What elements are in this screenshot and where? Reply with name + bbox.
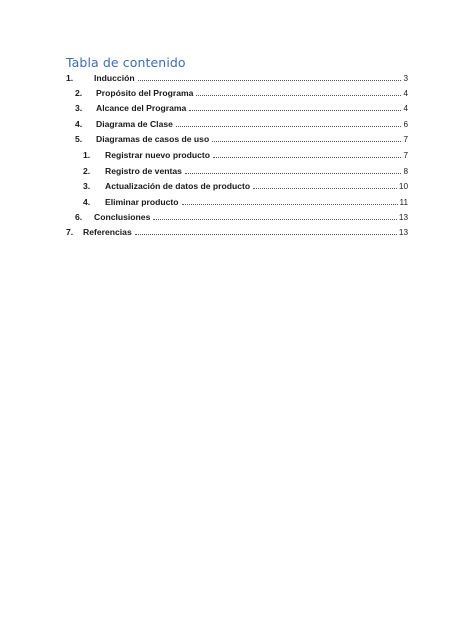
- dot-leader: [196, 94, 401, 96]
- toc-entry-number: 1.: [66, 73, 74, 83]
- toc-entry-registrar-producto[interactable]: [83, 148, 408, 160]
- toc-entry-label: Diagrama de Clase: [96, 119, 173, 129]
- toc-entry-label: Actualización de datos de producto: [105, 181, 251, 191]
- toc-entry-casos-uso[interactable]: [75, 132, 408, 144]
- toc-entry-page: 13: [398, 213, 408, 222]
- toc-entry-label: Referencias: [83, 227, 132, 237]
- toc-entry-label: Registro de ventas: [105, 166, 182, 176]
- toc-entry-page: 11: [399, 198, 408, 207]
- toc-entry-number: 3.: [83, 181, 91, 191]
- toc-entry-page: 7: [403, 151, 408, 160]
- toc-entry-page: 10: [398, 182, 408, 191]
- toc-entry-number: 3.: [75, 103, 83, 113]
- toc-entry-page: 13: [398, 228, 408, 237]
- dot-leader: [212, 140, 401, 142]
- toc-entry-label: Propósito del Programa: [96, 88, 194, 98]
- dot-leader: [176, 125, 402, 127]
- dot-leader: [135, 233, 397, 235]
- toc-entry-page: 4: [403, 104, 408, 113]
- toc-entry-referencias[interactable]: [66, 225, 408, 237]
- dot-leader: [138, 79, 402, 81]
- toc-entry-number: 4.: [75, 119, 83, 129]
- toc-entry-label: Eliminar producto: [105, 197, 179, 207]
- dot-leader: [182, 203, 398, 205]
- toc-entry-page: 8: [403, 167, 408, 176]
- toc-entry-label: Diagramas de casos de uso: [96, 134, 210, 144]
- toc-entry-page: 7: [403, 135, 408, 144]
- toc-entry-registro-ventas[interactable]: [83, 164, 408, 176]
- toc-entry-page: 6: [403, 120, 408, 129]
- toc-title: Tabla de contenido: [66, 55, 186, 70]
- toc-entry-number: 4.: [83, 197, 91, 207]
- toc-entry-conclusiones[interactable]: [75, 210, 408, 222]
- dot-leader: [153, 218, 397, 220]
- toc-entry-induccion[interactable]: [66, 71, 408, 83]
- toc-entry-number: 2.: [75, 88, 83, 98]
- toc-entry-label: Conclusiones: [94, 212, 151, 222]
- dot-leader: [213, 156, 401, 158]
- toc-entry-eliminar-producto[interactable]: [83, 195, 408, 207]
- toc-entry-page: 3: [403, 74, 408, 83]
- dot-leader: [253, 187, 397, 189]
- toc-entry-number: 5.: [75, 134, 83, 144]
- toc-entry-actualizacion[interactable]: [83, 179, 408, 191]
- toc-entry-label: Alcance del Programa: [96, 103, 187, 113]
- toc-entry-label: Inducción: [94, 73, 135, 83]
- toc-entry-label: Registrar nuevo producto: [105, 150, 211, 160]
- toc-entry-alcance[interactable]: [75, 101, 408, 113]
- dot-leader: [189, 109, 401, 111]
- dot-leader: [185, 172, 402, 174]
- toc-entry-number: 2.: [83, 166, 91, 176]
- toc-entry-number: 7.: [66, 227, 74, 237]
- toc-entry-number: 1.: [83, 150, 91, 160]
- toc-entry-number: 6.: [75, 212, 83, 222]
- toc-entry-proposito[interactable]: [75, 86, 408, 98]
- toc-entry-page: 4: [403, 89, 408, 98]
- toc-entry-diagrama-clase[interactable]: [75, 117, 408, 129]
